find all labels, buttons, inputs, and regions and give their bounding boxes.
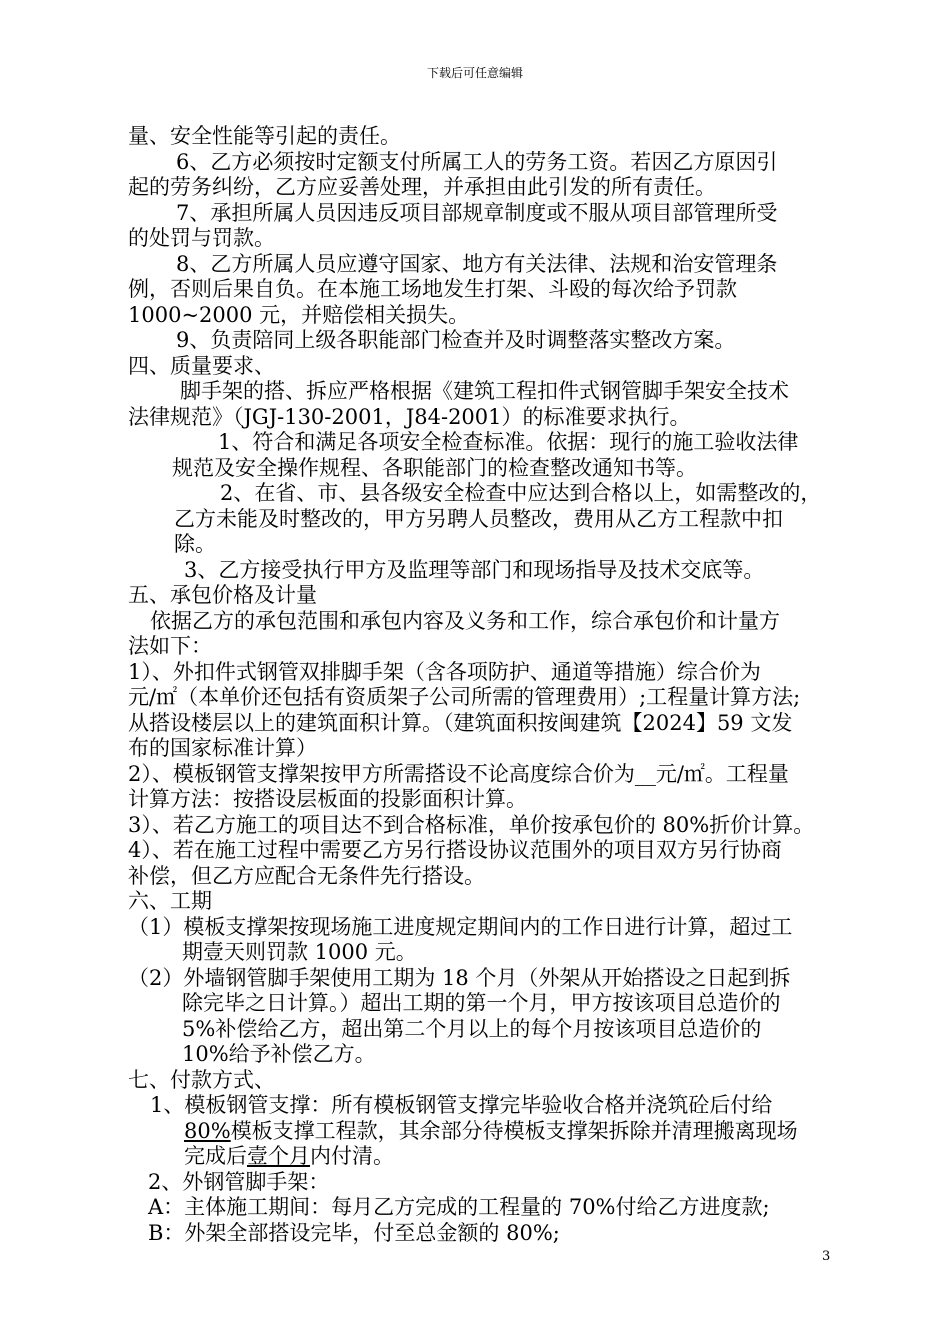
text-line: 起的劳务纠纷，乙方应妥善处理，并承担由此引发的所有责任。	[128, 175, 716, 199]
text-line: 的处罚与罚款。	[128, 226, 275, 250]
text-span: 完成后	[184, 1144, 247, 1168]
text-line: 3）、若乙方施工的项目达不到合格标准，单价按承包价的 80%折价计算。	[128, 812, 815, 837]
text-line: 依据乙方的承包范围和承包内容及义务和工作，综合承包价和计量方	[150, 608, 780, 633]
text-line: （1）模板支撑架按现场施工进度规定期间内的工作日进行计算，超过工	[128, 914, 793, 939]
text-line: 法律规范》（JGJ-130-2001，J84-2001）的标准要求执行。	[128, 404, 691, 429]
text-line: 乙方未能及时整改的，甲方另聘人员整改，费用从乙方工程款中扣	[174, 506, 783, 531]
section-heading: 六、工期	[128, 889, 212, 913]
text-line: 5%补偿给乙方，超出第二个月以上的每个月按该项目总造价的	[182, 1016, 762, 1041]
text-line: 10%给予补偿乙方。	[182, 1042, 376, 1066]
text-line: B：外架全部搭设完毕，付至总金额的 80%;	[148, 1220, 560, 1245]
text-line: 补偿，但乙方应配合无条件先行搭设。	[128, 863, 485, 888]
text-line: 规范及安全操作规程、各职能部门的检查整改通知书等。	[172, 455, 697, 480]
page-number: 3	[822, 1249, 831, 1264]
text-line: 9、负责陪同上级各职能部门检查并及时调整落实整改方案。	[176, 328, 736, 352]
text-line: （2）外墙钢管脚手架使用工期为 18 个月（外架从开始搭设之日起到拆	[128, 965, 791, 990]
text-line: 法如下：	[128, 634, 212, 658]
text-line: 例，否则后果自负。在本施工场地发生打架、斗殴的每次给予罚款	[128, 277, 737, 301]
text-line: 期壹天则罚款 1000 元。	[182, 940, 417, 964]
text-line: 3、乙方接受执行甲方及监理等部门和现场指导及技术交底等。	[184, 557, 765, 582]
text-line: 4）、若在施工过程中需要乙方另行搭设协议范围外的项目双方另行协商	[128, 838, 782, 862]
text-line: A：主体施工期间：每月乙方完成的工程量的 70%付给乙方进度款;	[148, 1195, 770, 1219]
text-line: 1）、外扣件式钢管双排脚手架（含各项防护、通道等措施）综合价为	[128, 659, 761, 684]
section-heading: 四、质量要求、	[128, 353, 275, 378]
text-line: 从搭设楼层以上的建筑面积计算。（建筑面积按闽建筑【2024】59 文发	[128, 710, 793, 735]
text-line: 2、外钢管脚手架：	[148, 1169, 330, 1194]
text-line: 2）、模板钢管支撑架按甲方所需搭设不论高度综合价为__元/㎡。工程量	[128, 761, 789, 786]
text-span: 模板支撑工程款，其余部分待模板支撑架拆除并清理搬离现场	[230, 1118, 798, 1143]
text-line	[128, 1144, 844, 1170]
underlined-text: 壹个月	[247, 1144, 310, 1168]
text-line: 脚手架的搭、拆应严格根据《建筑工程扣件式钢管脚手架安全技术	[180, 379, 789, 403]
text-line: 7、承担所属人员因违反项目部规章制度或不服从项目部管理所受	[176, 200, 778, 225]
text-line: 1000~2000 元，并赔偿相关损失。	[128, 302, 470, 327]
section-heading: 五、承包价格及计量	[128, 583, 317, 607]
text-line: 布的国家标准计算）	[128, 736, 317, 760]
underlined-text: 80%	[184, 1118, 231, 1143]
section-heading: 七、付款方式、	[128, 1067, 275, 1092]
text-line: 1、符合和满足各项安全检查标准。依据：现行的施工验收法律	[218, 430, 799, 454]
text-line: 1、模板钢管支撑：所有模板钢管支撑完毕验收合格并浇筑砼后付给	[150, 1093, 773, 1117]
text-line: 计算方法：按搭设层板面的投影面积计算。	[128, 787, 527, 811]
text-line: 6、乙方必须按时定额支付所属工人的劳务工资。若因乙方原因引	[176, 149, 778, 174]
text-line: 除完毕之日计算。）超出工期的第一个月，甲方按该项目总造价的	[182, 991, 781, 1015]
text-line: 2、在省、市、县各级安全检查中应达到合格以上，如需整改的，	[220, 481, 822, 505]
document-body	[128, 124, 844, 1246]
text-line	[128, 1119, 844, 1145]
text-span: 内付清。	[310, 1144, 394, 1168]
page-header: 下载后可任意编辑	[426, 66, 523, 80]
text-line: 元/㎡（本单价还包括有资质架子公司所需的管理费用）;工程量计算方法;	[128, 685, 801, 709]
text-line: 8、乙方所属人员应遵守国家、地方有关法律、法规和治安管理条	[176, 251, 778, 276]
text-line: 量、安全性能等引起的责任。	[128, 124, 401, 148]
text-line: 除。	[174, 532, 216, 556]
